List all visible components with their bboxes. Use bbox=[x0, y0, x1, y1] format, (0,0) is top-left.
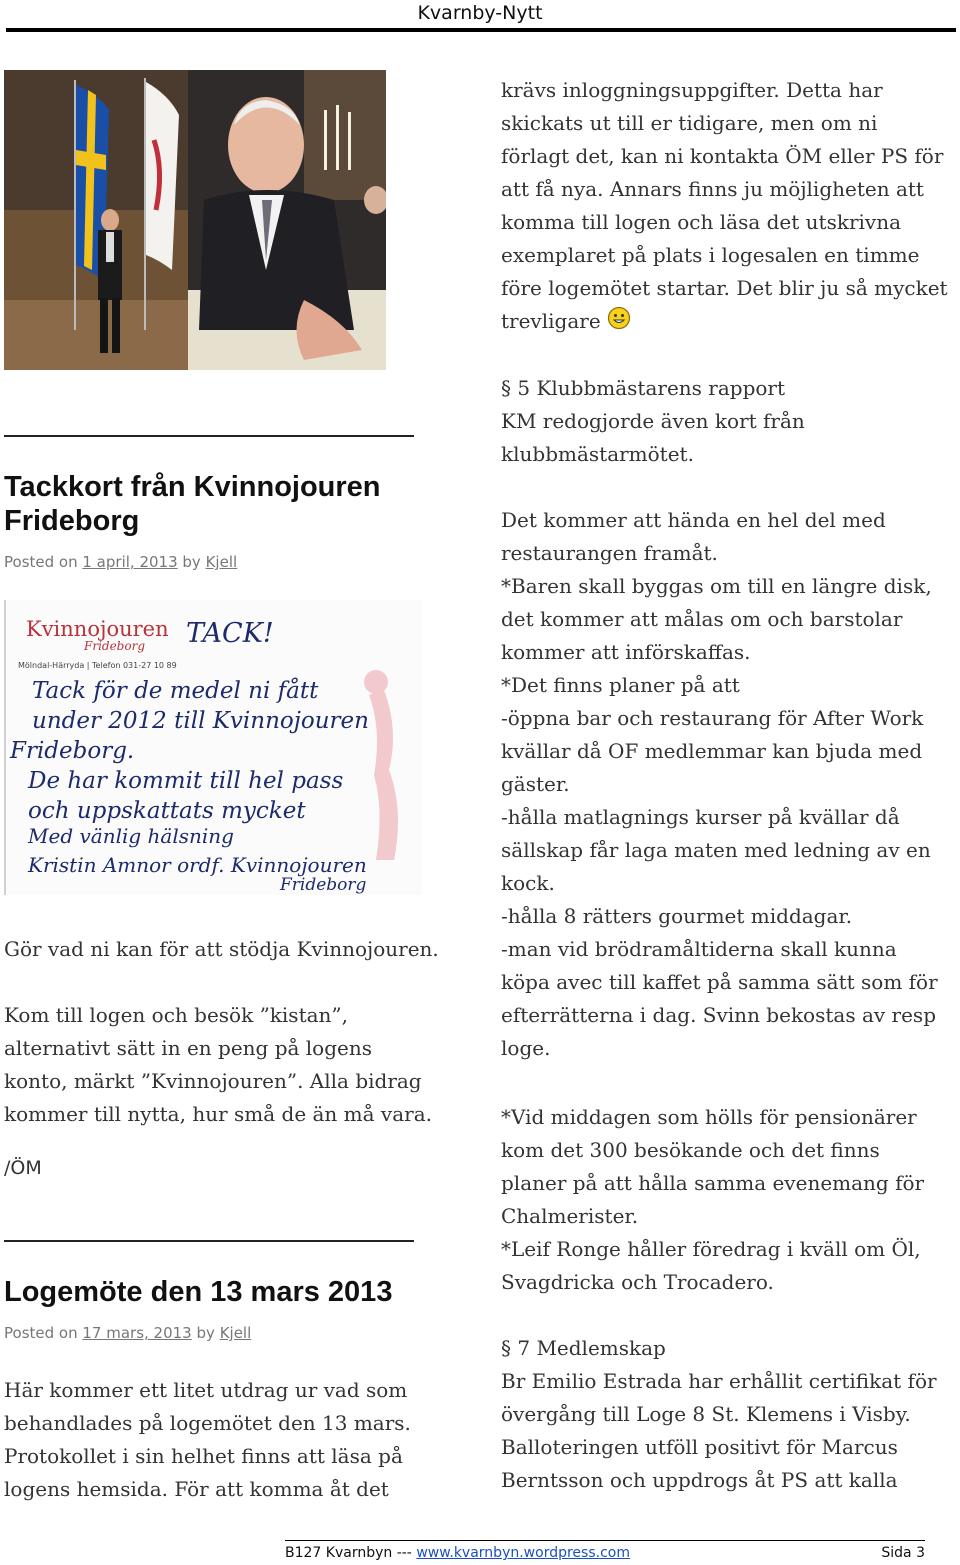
article-title[interactable]: Logemöte den 13 mars 2013 bbox=[4, 1276, 393, 1308]
author-link[interactable]: Kjell bbox=[219, 1324, 252, 1342]
article-paragraph: Gör vad ni kan för att stödja Kvinnojouren. bbox=[4, 937, 439, 961]
by-label: by bbox=[182, 553, 201, 571]
header-title: Kvarnby-Nytt bbox=[417, 2, 543, 24]
smiley-icon bbox=[607, 306, 631, 340]
post-date-link[interactable]: 1 april, 2013 bbox=[82, 553, 178, 571]
posted-prefix: Posted on bbox=[4, 1324, 78, 1342]
article-meta bbox=[4, 1324, 251, 1342]
section-text: Det kommer att hända en hel del med restaurangen framåt. bbox=[501, 508, 886, 565]
thank-you-card-image bbox=[4, 600, 422, 895]
section-text: *Det finns planer på att bbox=[501, 673, 740, 697]
km-section bbox=[501, 372, 951, 471]
section-text: -öppna bar och restaurang för After Work kvällar då OF medlemmar kan bjuda med gäster. bbox=[501, 706, 924, 796]
handwriting-line: under 2012 till Kvinnojouren bbox=[32, 708, 369, 734]
by-label: by bbox=[196, 1324, 215, 1342]
article-title[interactable]: Tackkort från Kvinnojouren Frideborg bbox=[4, 471, 381, 537]
page-number: Sida 3 bbox=[881, 1545, 925, 1561]
footer-rule bbox=[285, 1540, 925, 1541]
author-link[interactable]: Kjell bbox=[205, 553, 238, 571]
member-section bbox=[501, 1332, 941, 1497]
posted-prefix: Posted on bbox=[4, 553, 78, 571]
handwriting-line: och uppskattats mycket bbox=[28, 798, 306, 824]
article-separator bbox=[4, 435, 414, 437]
section-text: *Vid middagen som hölls för pensionärer kom det 300 besökande och det finns planer på att hålla samma evenemang för Chalmerister. bbox=[501, 1105, 925, 1228]
handwriting-line: TACK! bbox=[186, 618, 274, 649]
footer-site-link[interactable]: www.kvarnbyn.wordpress.com bbox=[416, 1545, 630, 1561]
continuation-paragraph bbox=[501, 74, 951, 340]
handwriting-line: Med vänlig hälsning bbox=[28, 824, 234, 848]
handwriting-line: De har kommit till hel pass bbox=[28, 768, 344, 794]
section-text: *Leif Ronge håller föredrag i kväll om Öl, Svagdricka och Trocadero. bbox=[501, 1237, 921, 1294]
article-intro: Här kommer ett litet utdrag ur vad som behandlades på logemötet den 13 mars. Protokollet i sin helhet finns att läsa på logens hemsida. För att komma åt det bbox=[4, 1378, 411, 1501]
card-org-sub: Frideborg bbox=[84, 639, 146, 653]
section-text: -hålla 8 rätters gourmet middagar. bbox=[501, 904, 853, 928]
card-address: Mölndal-Härryda | Telefon 031-27 10 89 bbox=[18, 661, 177, 670]
card-org: Kvinnojouren bbox=[26, 617, 169, 641]
section-text: -hålla matlagnings kurser på kvällar då sällskap får laga maten med ledning av en kock. bbox=[501, 805, 931, 895]
section-text: -man vid brödramåltiderna skall kunna köpa avec till kaffet på samma sätt som för efterrätterna i dag. Svinn bekostas av resp loge. bbox=[501, 937, 938, 1060]
section-heading: § 5 Klubbmästarens rapport bbox=[501, 376, 786, 400]
section-text: KM redogjorde även kort från klubbmästarmötet. bbox=[501, 409, 805, 466]
handwriting-line: Kristin Amnor ordf. Kvinnojouren bbox=[28, 853, 367, 877]
article-separator bbox=[4, 1240, 414, 1242]
continuation-text: krävs inloggningsuppgifter. Detta har skickats ut till er tidigare, men om ni förlagt det, kan ni kontakta ÖM eller PS för att få nya. Annars finns ju möjligheten att komma till logen och läsa det utskrivna exemplaret på plats i logesalen en timme före logemötet startar. Det blir ju så mycket trevligare bbox=[501, 78, 948, 333]
pension-section bbox=[501, 1101, 951, 1299]
handwriting-line: Frideborg. bbox=[10, 738, 135, 764]
footer bbox=[285, 1545, 925, 1561]
handwriting-line: Frideborg bbox=[280, 875, 367, 895]
section-text: *Baren skall byggas om till en längre disk, det kommer att målas om och barstolar kommer att införskaffas. bbox=[501, 574, 932, 664]
post-date-link[interactable]: 17 mars, 2013 bbox=[82, 1324, 192, 1342]
footer-prefix: B127 Kvarnbyn --- bbox=[285, 1545, 417, 1561]
lodge-photo bbox=[4, 70, 386, 370]
handwriting-line: Tack för de medel ni fått bbox=[32, 678, 319, 704]
header-rule bbox=[6, 28, 956, 32]
section-heading: § 7 Medlemskap bbox=[501, 1336, 666, 1360]
article-meta bbox=[4, 553, 237, 571]
section-text: Br Emilio Estrada har erhållit certifikat för övergång till Loge 8 St. Klemens i Visby. Balloteringen utföll positivt för Marcus Berntsson och uppdrogs åt PS att kalla bbox=[501, 1369, 937, 1492]
signature: /ÖM bbox=[4, 1157, 42, 1179]
article-paragraph: Kom till logen och besök ”kistan”, alternativt sätt in en peng på logens konto, märkt ”Kvinnojouren”. Alla bidrag kommer till nytta, hur små de än må vara. bbox=[4, 1003, 432, 1126]
restaurant-section bbox=[501, 504, 951, 1065]
